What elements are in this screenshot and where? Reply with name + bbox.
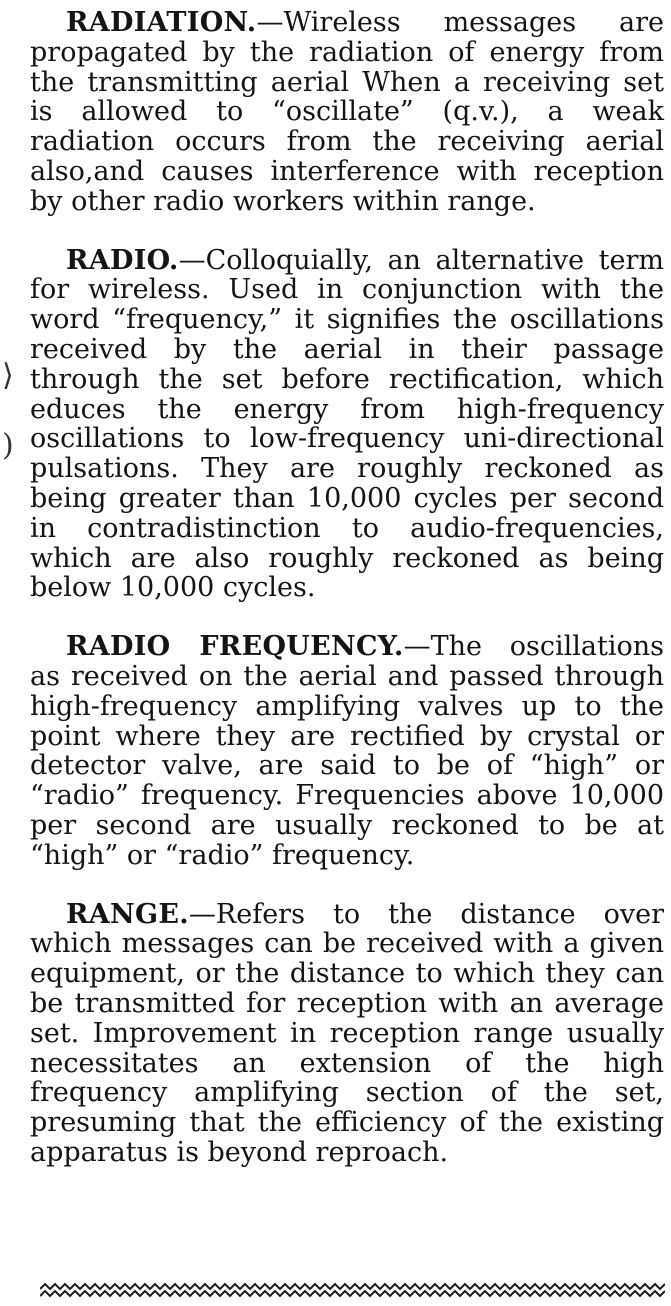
entry-body: —Refers to the distance over which messages can be received with a given equipment, or the distance to which they can be transmitted for reception with an average set. Improvement in reception range usually necessitates an extension of the high frequency amplifying section of the set, presuming that the efficiency of the existing apparatus is beyond reproach. (30, 898, 664, 1168)
glossary-entry-radio (30, 246, 664, 604)
glossary-entry-radio-frequency (30, 632, 664, 870)
entry-body: —Wireless messages are propagated by the radiation of energy from the transmitting aerial When a receiving set is allowed to “oscillate” (q.v.), a weak radiation occurs from the receiving aerial also,and causes interference with reception by other radio workers within range. (30, 7, 664, 217)
decorative-zigzag-rule (40, 1282, 665, 1298)
entry-term: RADIO. (66, 244, 179, 276)
entry-term: RANGE. (66, 898, 189, 930)
entry-term: RADIO FREQUENCY. (66, 631, 404, 663)
glossary-entry-range (30, 900, 664, 1168)
entry-body: —Colloquially, an alternative term for wireless. Used in conjunction with the word “frequency,” it signifies the oscillations received by the aerial in their passage through the set before rectification, which educes the energy from high-frequency oscillations to low-frequency uni-directional pulsations. They are roughly reckoned as being greater than 10,000 cycles per second in contradistinction to audio-frequencies, which are also roughly reckoned as being below 10,000 cycles. (30, 244, 664, 604)
zigzag-line-lower (40, 1291, 665, 1296)
glossary-entry-radiation (30, 8, 664, 217)
margin-pencil-mark-top: ⟩ (2, 358, 14, 393)
glossary-column (30, 8, 664, 1168)
margin-pencil-mark-bottom: ) (2, 428, 14, 463)
zigzag-line-upper (40, 1284, 665, 1289)
entry-term: RADIATION. (66, 7, 257, 38)
entry-body: —The oscillations as received on the aerial and passed through high-frequency amplifying valves up to the point where they are rectified by crystal or detector valve, are said to be of “high” or “radio” frequency. Frequencies above 10,000 per second are usually reckoned to be at “high” or “radio” frequency. (30, 631, 664, 871)
